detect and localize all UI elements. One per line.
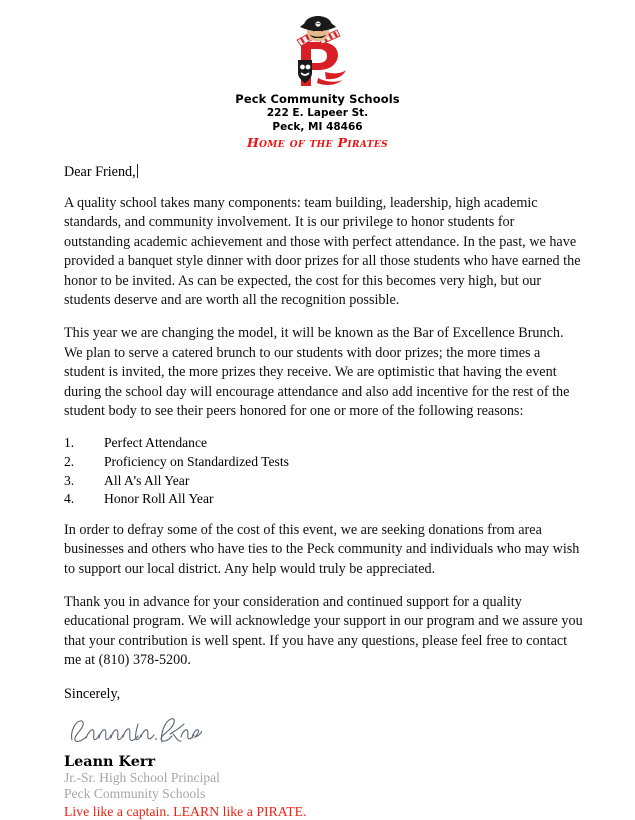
list-item-number: 3. bbox=[64, 472, 75, 488]
list-item bbox=[64, 490, 583, 508]
paragraph-intro: A quality school takes many components: team building, leadership, high academic standards, and community involvement. It is our privilege to honor students for outstanding academic achievement and those with perfect attendance. In the past, we have provided a banquet style dinner with door prizes for all those students who have earned the honor to be invited. As can be expected, the cost for this becomes very high, but our students deserve and are worth all the recognition possible. bbox=[64, 195, 581, 309]
list-item-number: 1. bbox=[64, 435, 75, 451]
signer-title: Jr.-Sr. High School Principal bbox=[64, 769, 220, 785]
paragraph-donations: In order to defray some of the cost of this event, we are seeking donations from area businesses and others who have ties to the Peck community and individuals who may wish to support our local district. Any help would truly be appreciated. bbox=[64, 521, 580, 577]
list-item bbox=[64, 453, 583, 471]
text-cursor-caret bbox=[137, 164, 139, 178]
salutation-text: Dear Friend, bbox=[64, 164, 136, 180]
school-address-city-state-zip: Peck, MI 48466 bbox=[272, 121, 363, 133]
paragraph-new-model: This year we are changing the model, it will be known as the Bar of Excellence Brunch. We plan to serve a catered brunch to our students with door prizes; the more times a student is invited, the more prizes they receive. We are optimistic that having the event during the school day will encourage attendance and also add incentive for the rest of the student body to see their peers honored for one or more of the following reasons: bbox=[64, 325, 570, 420]
closing-line: Sincerely, bbox=[64, 685, 121, 702]
school-logo-container bbox=[0, 14, 635, 92]
salutation-line[interactable] bbox=[64, 163, 138, 182]
list-item-label: Honor Roll All Year bbox=[104, 491, 214, 507]
letterhead-tagline: Home of the Pirates bbox=[246, 135, 389, 150]
list-item-number: 2. bbox=[64, 454, 75, 470]
list-item bbox=[64, 434, 583, 452]
school-address-street: 222 E. Lapeer St. bbox=[266, 107, 369, 119]
honor-reasons-list bbox=[64, 434, 583, 507]
school-name: Peck Community Schools bbox=[235, 92, 400, 106]
list-item-number: 4. bbox=[64, 491, 75, 507]
list-item-label: All A’s All Year bbox=[104, 472, 190, 488]
list-item-label: Proficiency on Standardized Tests bbox=[104, 454, 289, 470]
signature-motto: Live like a captain. LEARN like a PIRATE. bbox=[64, 803, 307, 819]
list-item-label: Perfect Attendance bbox=[104, 435, 208, 451]
signer-name: Leann Kerr bbox=[64, 752, 156, 770]
peck-pirates-mascot-logo bbox=[285, 16, 351, 90]
letter-body bbox=[0, 163, 635, 820]
paragraph-thank-you: Thank you in advance for your consideration and continued support for a quality educational program. We will acknowledge your support in our program and we assure you that your contribution is well spent. If you have any questions, please feel free to contact me at (810) 378-5200. bbox=[64, 594, 583, 669]
list-item bbox=[64, 472, 583, 490]
handwritten-signature-leann-kerr bbox=[66, 710, 202, 750]
signer-organization: Peck Community Schools bbox=[64, 785, 206, 801]
letterhead bbox=[0, 0, 635, 151]
